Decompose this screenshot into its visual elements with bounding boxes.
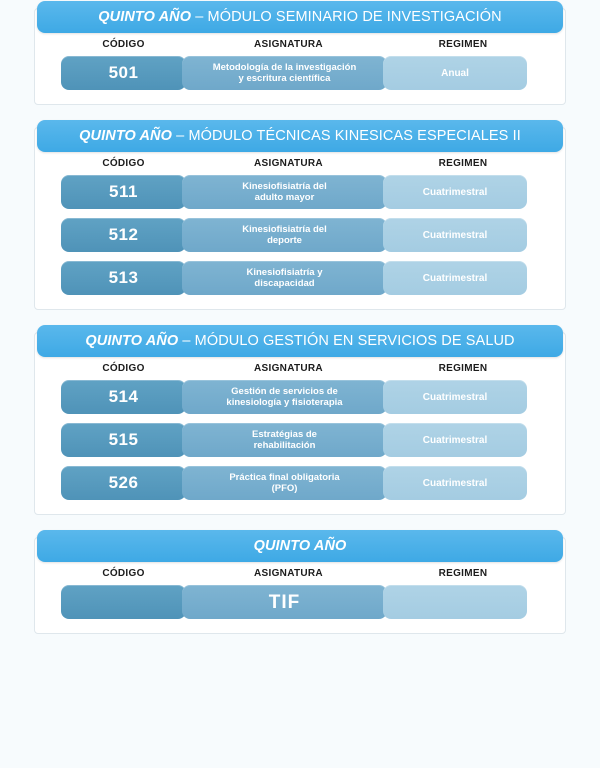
course-code: 501 <box>61 56 186 90</box>
module-header <box>37 530 563 562</box>
module-title-label: MÓDULO GESTIÓN EN SERVICIOS DE SALUD <box>194 333 515 349</box>
course-subject-text <box>229 472 339 494</box>
column-header-code: CÓDIGO <box>102 363 145 374</box>
course-subject <box>182 261 387 295</box>
module-card <box>34 127 566 310</box>
course-regimen: Cuatrimestral <box>383 423 527 457</box>
course-code <box>61 585 186 619</box>
module-rows <box>35 56 565 104</box>
column-header-subject: ASIGNATURA <box>254 363 323 374</box>
course-subject-text <box>226 386 342 408</box>
column-headers <box>35 158 565 175</box>
course-subject-line: Metodología de la investigación <box>212 62 357 73</box>
module-title-separator: – <box>191 9 208 25</box>
column-header-code: CÓDIGO <box>102 568 145 579</box>
module-header-text <box>98 9 501 25</box>
module-year-label: QUINTO AÑO <box>85 333 179 349</box>
course-regimen: Cuatrimestral <box>383 466 527 500</box>
course-subject-text <box>268 591 301 613</box>
module-year-label: QUINTO AÑO <box>98 9 192 25</box>
course-subject-line: (PFO) <box>271 483 298 494</box>
course-subject-line: Kinesiofisiatría del <box>242 181 327 192</box>
column-header-code: CÓDIGO <box>102 158 145 169</box>
course-regimen: Cuatrimestral <box>383 380 527 414</box>
course-regimen: Cuatrimestral <box>383 175 527 209</box>
module-rows <box>35 380 565 514</box>
module-card <box>34 8 566 105</box>
column-header-regimen: REGIMEN <box>438 363 488 374</box>
column-header-subject: ASIGNATURA <box>254 158 323 169</box>
column-header-regimen: REGIMEN <box>438 568 488 579</box>
module-card <box>34 537 566 634</box>
course-subject-line: Kinesiofisiatría y <box>246 267 323 278</box>
course-subject-line: adulto mayor <box>254 192 315 203</box>
course-subject <box>182 175 387 209</box>
module-title-label: MÓDULO SEMINARIO DE INVESTIGACIÓN <box>207 9 502 25</box>
column-header-subject: ASIGNATURA <box>254 568 323 579</box>
module-year-label: QUINTO AÑO <box>253 538 347 554</box>
course-code: 512 <box>61 218 186 252</box>
column-headers <box>35 39 565 56</box>
module-title-label: MÓDULO TÉCNICAS KINESICAS ESPECIALES II <box>188 128 521 144</box>
course-subject <box>182 218 387 252</box>
course-subject-text <box>213 62 357 84</box>
module-header-text <box>85 333 514 349</box>
module-rows <box>35 585 565 633</box>
course-subject-line: deporte <box>267 235 302 246</box>
module-header <box>37 1 563 33</box>
course-code: 511 <box>61 175 186 209</box>
course-row[interactable] <box>61 56 539 90</box>
course-subject-text <box>252 429 317 451</box>
course-subject-line: TIF <box>268 591 301 613</box>
module-year-label: QUINTO AÑO <box>79 128 173 144</box>
module-card <box>34 332 566 515</box>
course-row[interactable] <box>61 175 539 209</box>
module-title-separator: – <box>178 333 195 349</box>
module-rows <box>35 175 565 309</box>
column-header-subject: ASIGNATURA <box>254 39 323 50</box>
course-subject <box>182 56 387 90</box>
course-subject-line: y escritura científica <box>238 73 331 84</box>
column-header-code: CÓDIGO <box>102 39 145 50</box>
course-subject-text <box>242 181 326 203</box>
course-regimen: Cuatrimestral <box>383 218 527 252</box>
course-code: 526 <box>61 466 186 500</box>
course-subject-line: Gestión de servicios de <box>231 386 338 397</box>
course-code: 515 <box>61 423 186 457</box>
course-subject-line: Kinesiofisiatría del <box>242 224 327 235</box>
course-row[interactable] <box>61 380 539 414</box>
course-subject-line: kinesiología y fisioterapia <box>226 397 343 408</box>
course-subject <box>182 585 387 619</box>
module-header <box>37 325 563 357</box>
course-subject <box>182 423 387 457</box>
column-header-regimen: REGIMEN <box>438 39 488 50</box>
course-row[interactable] <box>61 218 539 252</box>
course-subject <box>182 380 387 414</box>
course-row[interactable] <box>61 261 539 295</box>
course-code: 514 <box>61 380 186 414</box>
course-code: 513 <box>61 261 186 295</box>
course-subject-line: Estratégias de <box>252 429 317 440</box>
column-header-regimen: REGIMEN <box>438 158 488 169</box>
course-subject-line: rehabilitación <box>253 440 316 451</box>
module-header <box>37 120 563 152</box>
course-subject-text <box>242 224 326 246</box>
course-subject <box>182 466 387 500</box>
module-header-text <box>254 538 347 554</box>
course-row[interactable] <box>61 585 539 619</box>
column-headers <box>35 363 565 380</box>
course-regimen: Anual <box>383 56 527 90</box>
column-headers <box>35 568 565 585</box>
module-header-text <box>79 128 521 144</box>
course-row[interactable] <box>61 423 539 457</box>
course-subject-line: discapacidad <box>254 278 315 289</box>
course-regimen: Cuatrimestral <box>383 261 527 295</box>
module-title-separator: – <box>172 128 189 144</box>
course-row[interactable] <box>61 466 539 500</box>
course-regimen <box>383 585 527 619</box>
course-subject-line: Práctica final obligatoria <box>229 472 340 483</box>
course-subject-text <box>246 267 322 289</box>
